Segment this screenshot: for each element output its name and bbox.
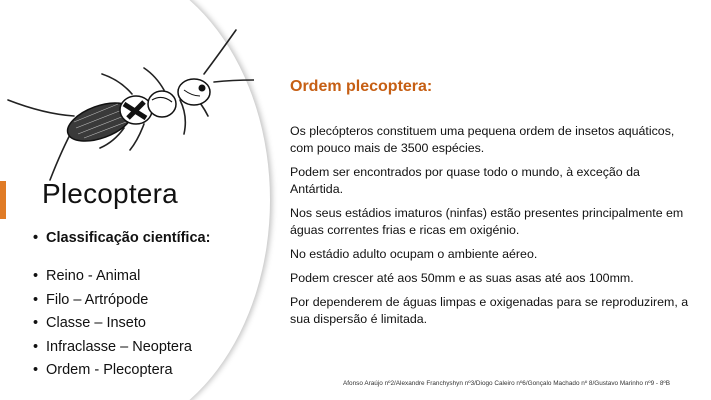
accent-bar	[0, 181, 6, 219]
classification-item: Filo – Artrópode	[46, 291, 149, 308]
description-paragraphs	[290, 123, 690, 335]
list-item	[33, 315, 192, 339]
list-item	[33, 362, 192, 386]
paragraph: Podem ser encontrados por quase todo o mundo, à exceção da Antártida.	[290, 165, 640, 196]
list-item	[33, 268, 192, 292]
paragraph: Podem crescer até aos 50mm e as suas asas até aos 100mm.	[290, 271, 634, 285]
list-item	[33, 339, 192, 363]
classification-item: Ordem - Plecoptera	[46, 362, 173, 378]
bullet-icon: •	[33, 230, 39, 246]
section-title: Ordem plecoptera:	[290, 78, 433, 95]
paragraph: Os plecópteros constituem uma pequena ordem de insetos aquáticos, com pouco mais de 3500 espécies.	[290, 124, 675, 155]
bullet-icon: •	[33, 362, 39, 378]
list-item	[33, 292, 192, 316]
classification-list	[33, 268, 192, 386]
paragraph: Nos seus estádios imaturos (ninfas) estão presentes principalmente em águas correntes frias e ricas em oxigénio.	[290, 206, 684, 237]
classification-item: Classe – Inseto	[46, 315, 146, 331]
footer-credits: Afonso Araújo nº2/Alexandre Franchyshyn nº3/Diogo Caleiro nº6/Gonçalo Machado nº 8/Gustavo Marinho nº9 - 8ºB	[343, 380, 670, 387]
slide-title: Plecoptera	[42, 178, 178, 209]
bullet-icon: •	[33, 291, 39, 308]
bullet-icon: •	[33, 338, 39, 355]
bullet-icon: •	[33, 315, 39, 331]
classification-heading	[33, 230, 210, 246]
paragraph: No estádio adulto ocupam o ambiente aéreo.	[290, 247, 538, 261]
stonefly-insect-illustration	[4, 24, 254, 184]
paragraph: Por dependerem de águas limpas e oxigenadas para se reproduzirem, a sua dispersão é limitada.	[290, 295, 689, 326]
classification-heading-text: Classificação científica:	[46, 230, 211, 246]
classification-item: Reino - Animal	[46, 268, 141, 284]
bullet-icon: •	[33, 268, 39, 284]
classification-item: Infraclasse – Neoptera	[46, 338, 192, 355]
